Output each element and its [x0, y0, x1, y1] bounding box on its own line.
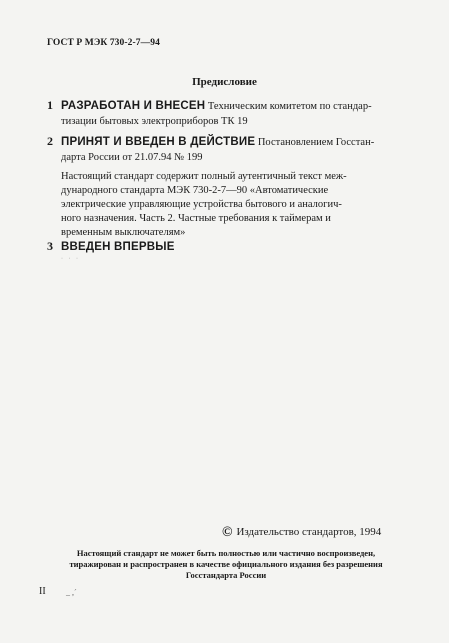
notice-line: Госстандарта России: [185, 570, 267, 580]
item-caps-heading: ВВЕДЕН ВПЕРВЫЕ: [61, 241, 175, 253]
item-caps-heading: ПРИНЯТ И ВВЕДЕН В ДЕЙСТВИЕ: [61, 136, 256, 148]
notice-line: тиражирован и распространен в качестве официального издания без разрешения: [69, 559, 383, 569]
item-number: 2: [47, 134, 53, 148]
copyright-icon: ©: [222, 525, 233, 540]
copyright-text: Издательство стандартов, 1994: [236, 526, 382, 538]
reproduction-notice: [30, 548, 422, 581]
item-text: Постановлением Госстан-: [257, 137, 375, 148]
preface-item-1: [47, 98, 417, 129]
paragraph-line: ного назначения. Часть 2. Частные требования к таймерам и: [61, 213, 331, 224]
preface-title: Предисловие: [192, 76, 257, 88]
preface-item-3: [47, 239, 417, 255]
item-text: Техническим комитетом по стандар-: [207, 101, 372, 112]
authentic-text-paragraph: [61, 170, 417, 240]
paragraph-line: Настоящий стандарт содержит полный аутентичный текст меж-: [61, 171, 347, 182]
scan-mark: _ ,ˊ: [66, 588, 77, 597]
copyright-line: [222, 525, 381, 541]
item-text-continued: дарта России от 21.07.94 № 199: [61, 152, 203, 163]
item-number: 3: [47, 239, 53, 253]
scan-specks: · · ·: [61, 256, 80, 262]
notice-line: Настоящий стандарт не может быть полностью или частично воспроизведен,: [76, 548, 376, 558]
item-text-continued: тизации бытовых электроприборов ТК 19: [61, 116, 248, 127]
paragraph-line: дународного стандарта МЭК 730-2-7—90 «Автоматические: [61, 185, 329, 196]
item-number: 1: [47, 98, 53, 112]
preface-item-2: [47, 134, 417, 165]
paragraph-line: электрические управляющие устройства бытового и аналогич-: [61, 199, 342, 210]
paragraph-line: временным выключателям»: [61, 227, 186, 238]
item-caps-heading: РАЗРАБОТАН И ВНЕСЕН: [61, 100, 206, 112]
page-number: II: [39, 586, 46, 597]
standard-header: ГОСТ Р МЭК 730-2-7—94: [47, 38, 160, 48]
